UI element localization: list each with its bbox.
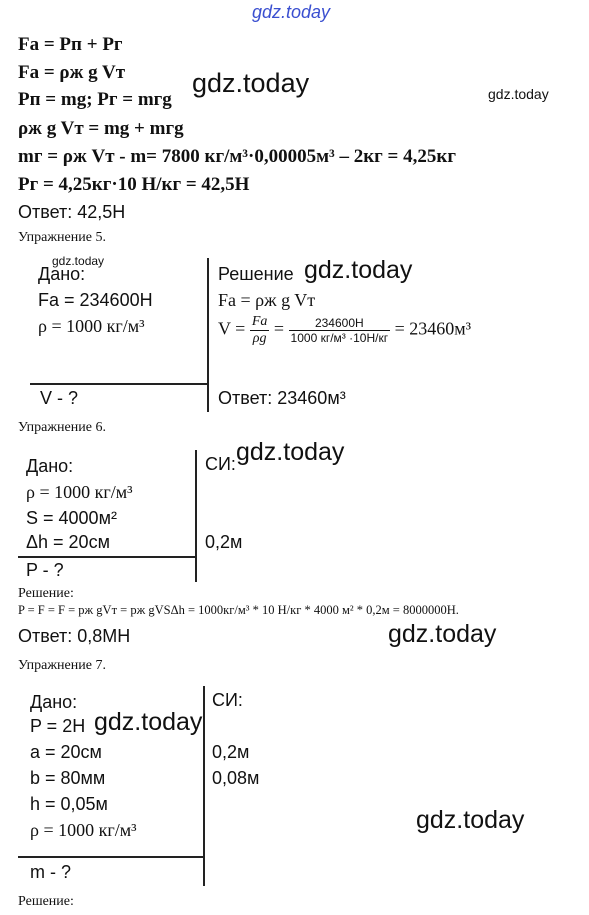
ex7-title: Упражнение 7.: [18, 658, 106, 673]
ex6-given-1: ρ = 1000 кг/м³: [26, 482, 133, 502]
ex7-given-1: P = 2Н: [30, 716, 86, 736]
prev-answer: Ответ: 42,5Н: [18, 202, 126, 222]
ex5-given-2: ρ = 1000 кг/м³: [38, 316, 145, 336]
watermark-3: gdz.today: [52, 254, 105, 268]
ex5-dano: Дано:: [38, 264, 86, 284]
ex5-divider-horizontal: [30, 383, 208, 385]
ex7-given-5: ρ = 1000 кг/м³: [30, 820, 137, 840]
watermark-5: gdz.today: [236, 438, 345, 466]
ex5-divider-vertical: [207, 258, 209, 412]
ex6-title: Упражнение 6.: [18, 420, 106, 435]
ex7-solution-label: Решение:: [18, 894, 74, 909]
ex5-solution-2: [218, 314, 471, 347]
ex7-si: СИ:: [212, 690, 243, 710]
ex5-sol2-result: = 23460м³: [394, 318, 472, 339]
ex5-find: V - ?: [40, 388, 79, 408]
ex5-fraction-1: [250, 314, 270, 347]
prev-line-6: Pг = 4,25кг·10 Н/кг = 42,5Н: [18, 174, 250, 195]
prev-line-1: Fa = Pп + Pг: [18, 34, 123, 55]
prev-line-3: Pп = mg; Pг = mгg: [18, 89, 172, 110]
watermark-4: gdz.today: [304, 256, 413, 284]
ex6-given-2: S = 4000м²: [26, 508, 117, 528]
watermark-6: gdz.today: [388, 620, 497, 648]
ex6-divider-vertical: [195, 450, 197, 582]
ex7-given-3: b = 80мм: [30, 768, 106, 788]
watermark-2: gdz.today: [488, 86, 549, 102]
ex6-find: P - ?: [26, 560, 64, 580]
ex6-dano: Дано:: [26, 456, 74, 476]
ex7-si-2: 0,2м: [212, 742, 250, 762]
ex6-si-3: 0,2м: [205, 532, 243, 552]
ex5-title: Упражнение 5.: [18, 230, 106, 245]
ex5-answer: Ответ: 23460м³: [218, 388, 346, 408]
prev-line-5: mг = ρж Vт - m= 7800 кг/м³·0,00005м³ – 2кг = 4,25кг: [18, 146, 456, 167]
ex6-solution-label: Решение:: [18, 586, 74, 601]
ex5-solution-label: Решение: [218, 264, 294, 284]
ex7-divider-vertical: [203, 686, 205, 886]
ex5-fraction-2-numerator: 234600Н: [289, 316, 391, 331]
ex7-find: m - ?: [30, 862, 72, 882]
ex7-given-4: h = 0,05м: [30, 794, 108, 814]
ex7-given-2: a = 20см: [30, 742, 102, 762]
ex5-fraction-1-denominator: ρg: [252, 331, 267, 346]
ex5-sol2-eq: =: [273, 318, 285, 339]
prev-line-2: Fa = ρж g Vт: [18, 62, 126, 83]
ex7-divider-horizontal: [18, 856, 204, 858]
ex5-fraction-2: [289, 316, 391, 345]
prev-line-4: ρж g Vт = mg + mгg: [18, 118, 184, 139]
ex6-si: СИ:: [205, 454, 236, 474]
ex6-solution: P = F = F = pж gVт = pж gVSΔh = 1000кг/м³ * 10 Н/кг * 4000 м² * 0,2м = 8000000Н.: [18, 603, 459, 617]
ex6-given-3: Δh = 20см: [26, 532, 110, 552]
ex7-si-3: 0,08м: [212, 768, 260, 788]
watermark-8: gdz.today: [416, 806, 525, 834]
ex6-divider-horizontal: [18, 556, 196, 558]
ex5-given-1: Fa = 234600Н: [38, 290, 153, 310]
watermark-1: gdz.today: [192, 68, 310, 98]
ex5-fraction-1-numerator: Fa: [251, 314, 268, 329]
ex5-solution-1: Fa = ρж g Vт: [218, 290, 316, 310]
watermark-top: gdz.today: [252, 2, 331, 22]
ex5-sol2-left: V =: [218, 318, 246, 339]
ex7-dano: Дано:: [30, 692, 78, 712]
ex6-answer: Ответ: 0,8МН: [18, 626, 131, 646]
watermark-7: gdz.today: [94, 708, 203, 736]
ex5-fraction-2-denominator: 1000 кг/м³ ·10Н/кг: [290, 331, 389, 345]
